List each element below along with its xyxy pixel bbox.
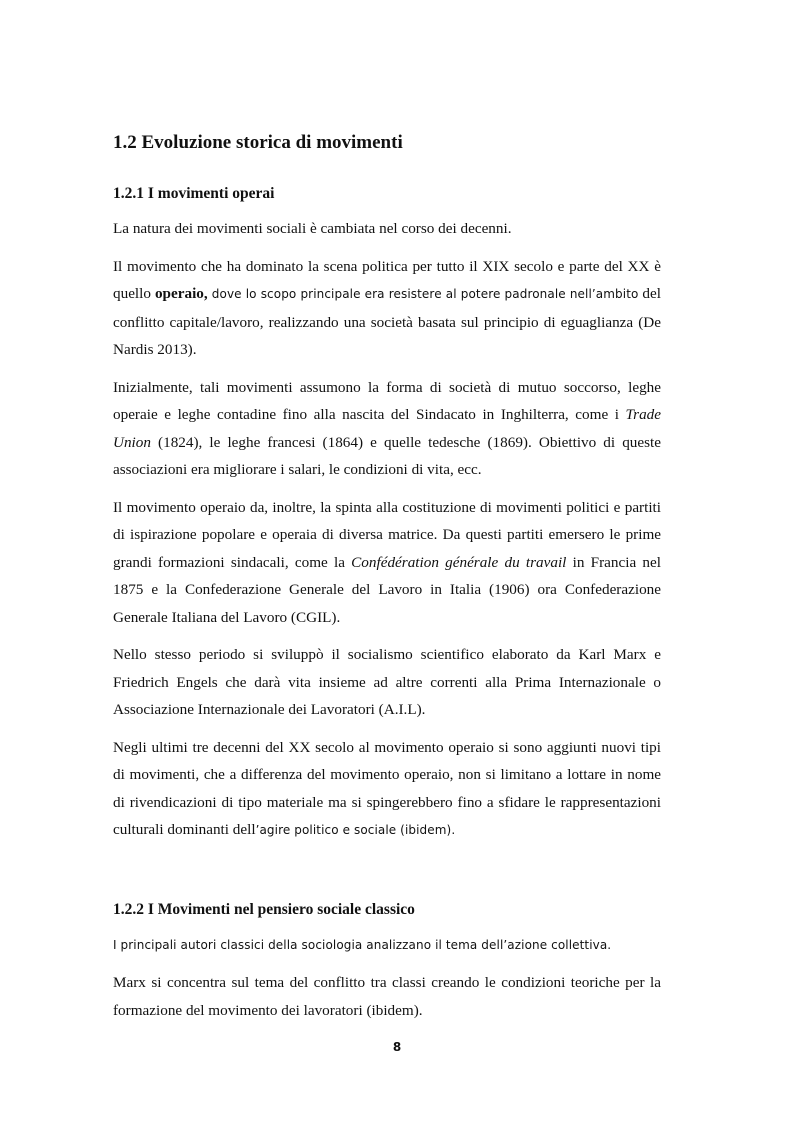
paragraph-societa-mutuo-soccorso <box>113 374 661 484</box>
paragraph-formazioni-sindacali <box>113 494 661 632</box>
text-run-sans: dove lo scopo principale era resistere al potere padronale nell’ambito <box>207 287 639 301</box>
text-run-sans: I principali autori classici della sociologia analizzano il tema dell’azione collettiva. <box>113 937 612 952</box>
text-run: Il movimento operaio da, inoltre, la spinta alla costituzione di movimenti politici e partiti di ispirazione popolare e operaia di diversa matrice. Da questi partiti emersero le prime grandi formazioni sindacali, come la <box>113 498 661 571</box>
subsection-heading-movimenti-operai: 1.2.1 I movimenti operai <box>113 185 275 202</box>
text-run-sans: ’agire politico e sociale (ibidem). <box>255 823 456 837</box>
italic-term-trade-union: Trade Union <box>113 406 661 451</box>
paragraph-intro: La natura dei movimenti sociali è cambiata nel corso dei decenni. <box>113 220 512 237</box>
text-run: in Francia nel 1875 e la Confederazione Generale del Lavoro in Italia (1906) ora Confederazione Generale Italiana del Lavoro (CGIL). <box>113 553 661 626</box>
text-run: Negli ultimi tre decenni del XX secolo al movimento operaio si sono aggiunti nuovi tipi di movimenti, che a differenza del movimento operaio, non si limitano a lottare in nome di rivendicazioni di tipo materiale ma si spingerebbero fino a sfidare le rappresentazioni culturali dominanti dell <box>113 738 661 838</box>
page-number: 8 <box>392 1040 402 1054</box>
subsection-heading-pensiero-classico: 1.2.2 I Movimenti nel pensiero sociale classico <box>113 900 415 918</box>
paragraph-socialismo-scientifico: Nello stesso periodo si sviluppò il socialismo scientifico elaborato da Karl Marx e Friedrich Engels che darà vita insieme ad altre correnti alla Prima Internazionale o Associazione Internazionale dei Lavoratori (A.I.L). <box>113 646 661 718</box>
bold-term-operaio: operaio, <box>154 285 208 302</box>
text-run: (1824), le leghe francesi (1864) e quelle tedesche (1869). Obiettivo di queste associazioni era migliorare i salari, le condizioni di vita, ecc. <box>113 433 661 478</box>
paragraph-marx: Marx si concentra sul tema del conflitto tra classi creando le condizioni teoriche per la formazione del movimento dei lavoratori (ibidem). <box>113 974 661 1019</box>
text-run: Inizialmente, tali movimenti assumono la forma di società di mutuo soccorso, leghe operaie e leghe contadine fino alla nascita del Sindacato in Inghilterra, come i <box>113 378 661 423</box>
section-heading: 1.2 Evoluzione storica di movimenti <box>113 132 403 153</box>
paragraph-nuovi-movimenti <box>113 734 661 845</box>
paragraph-autori-classici <box>113 931 661 960</box>
section-spacer <box>113 855 661 899</box>
text-run: Il movimento che ha dominato la scena politica per tutto il XIX secolo e parte del XX è quello <box>113 257 661 302</box>
text-run: del conflitto capitale/lavoro, realizzando una società basata sul principio di eguaglianza (De Nardis 2013). <box>113 285 661 358</box>
page-content <box>113 128 661 1034</box>
paragraph-movimento-operaio <box>113 253 661 364</box>
italic-term-cgt: Confédération générale du travail <box>351 553 567 571</box>
